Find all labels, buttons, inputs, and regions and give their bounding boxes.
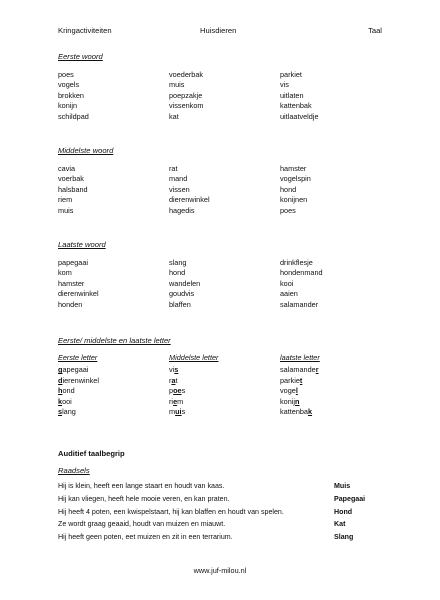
highlighted-letter: d: [58, 375, 63, 385]
word: hagedis: [169, 205, 195, 215]
word: dierenwinkel: [169, 195, 210, 205]
letter-word: kattenbak: [280, 406, 313, 416]
word: muis: [169, 80, 185, 90]
word: konijn: [58, 101, 78, 111]
letter-word: poes: [169, 386, 186, 396]
riddle-row: [58, 508, 378, 521]
word: poepzakje: [169, 90, 203, 100]
word: uitlaatveldje: [280, 111, 319, 121]
highlighted-letter: k: [308, 406, 313, 416]
riddle-answer: Slang: [334, 533, 354, 542]
word-grid-laatste: [58, 258, 388, 310]
letter-word: rat: [169, 375, 178, 385]
word: muis: [58, 205, 74, 215]
header-left: Kringactiviteiten: [58, 26, 112, 35]
riddle-answer: Kat: [334, 520, 346, 529]
table-row: [58, 80, 388, 90]
table-row: [58, 258, 388, 268]
riddle-row: [58, 482, 378, 495]
letter-word: riem: [169, 396, 184, 406]
table-row: [58, 91, 388, 101]
auditief-title: Auditief taalbegrip: [58, 449, 125, 458]
highlighted-letter: h: [58, 386, 63, 396]
column-header: laatste letter: [280, 353, 320, 362]
word: hamster: [58, 278, 85, 288]
riddle-row: [58, 495, 378, 508]
word: poes: [280, 205, 296, 215]
letter-row: [58, 386, 388, 396]
footer-url: www.juf-milou.nl: [193, 566, 247, 575]
word: hond: [169, 268, 186, 278]
riddle-answer: Papegaai: [334, 494, 366, 503]
letter-word: hond: [58, 386, 75, 396]
letter-word: salamander: [280, 365, 319, 375]
letter-word: konijn: [280, 396, 300, 406]
riddle-text: Hij is klein, heeft een lange staart en houdt van kaas.: [58, 482, 225, 490]
section-title-eerste-woord: Eerste woord: [58, 52, 103, 61]
word: parkiet: [280, 70, 302, 79]
riddle-text: Ze wordt graag geaaid, houdt van muizen en miauwt.: [58, 520, 226, 529]
highlighted-letter: oe: [173, 386, 182, 396]
word: kat: [169, 111, 179, 121]
word: poes: [58, 70, 74, 79]
column-header: Middelste letter: [169, 353, 219, 362]
table-row: [58, 279, 388, 289]
highlighted-letter: e: [173, 396, 178, 406]
highlighted-letter: k: [58, 396, 63, 406]
section-title-letters: Eerste/ middelste en laatste letter: [58, 336, 171, 345]
word: blaffen: [169, 299, 191, 309]
word: kattenbak: [280, 101, 312, 111]
word: hond: [280, 184, 297, 194]
riddle-text: Hij heeft geen poten, eet muizen en zit in een terrarium.: [58, 533, 233, 542]
table-row: [58, 112, 388, 122]
word: halsband: [58, 184, 88, 194]
word: riem: [58, 195, 73, 205]
letter-row: [58, 365, 388, 375]
word: mand: [169, 174, 188, 184]
riddle-text: Hij heeft 4 poten, een kwispelstaart, hij kan blaffen en houdt van spelen.: [58, 507, 284, 516]
table-row: [58, 206, 388, 216]
word: salamander: [280, 299, 319, 309]
word: vogelspin: [280, 174, 311, 184]
header-center: Huisdieren: [200, 26, 237, 35]
highlighted-letter: ui: [175, 406, 182, 416]
word: rat: [169, 164, 178, 173]
letter-grid: [58, 353, 388, 417]
letter-rows: [58, 365, 388, 417]
word: goudvis: [169, 289, 195, 299]
section-title-laatste-woord: Laatste woord: [58, 240, 106, 249]
highlighted-letter: n: [295, 396, 300, 406]
letter-word: vogel: [280, 386, 298, 396]
section-title-middelste-woord: Middelste woord: [58, 146, 114, 155]
letter-header-row: [58, 353, 388, 363]
word: vogels: [58, 80, 80, 90]
word: hamster: [280, 164, 307, 173]
letter-word: parkiet: [280, 375, 303, 385]
word: vissen: [169, 184, 190, 194]
letter-word: gapegaai: [58, 365, 89, 375]
letter-row: [58, 397, 388, 407]
word-grid-eerste: [58, 70, 388, 122]
table-row: [58, 101, 388, 111]
column-header: Eerste letter: [58, 353, 98, 362]
word: dierenwinkel: [58, 289, 99, 299]
highlighted-letter: s: [58, 406, 63, 416]
letter-word: muis: [169, 406, 186, 416]
word: wandelen: [169, 278, 201, 288]
letter-word: kooi: [58, 396, 72, 406]
header-right: Taal: [368, 26, 382, 35]
word: hondenmand: [280, 268, 323, 278]
word: cavia: [58, 164, 76, 173]
word: voederbak: [169, 70, 204, 79]
table-row: [58, 164, 388, 174]
word: drinkflesje: [280, 258, 313, 267]
table-row: [58, 195, 388, 205]
riddle-list: [58, 482, 378, 546]
highlighted-letter: l: [295, 386, 298, 396]
letter-word: vis: [169, 365, 179, 375]
table-row: [58, 289, 388, 299]
table-row: [58, 185, 388, 195]
word: aaien: [280, 289, 298, 299]
highlighted-letter: g: [58, 365, 63, 375]
page-header: [58, 26, 382, 38]
letter-word: dierenwinkel: [58, 375, 99, 385]
riddle-row: [58, 520, 378, 533]
word-grid-middelste: [58, 164, 388, 216]
word: honden: [58, 299, 83, 309]
word: brokken: [58, 90, 84, 100]
word: konijnen: [280, 195, 308, 205]
riddle-row: [58, 533, 378, 546]
word: schildpad: [58, 111, 89, 121]
word: kooi: [280, 278, 294, 288]
riddle-text: Hij kan vliegen, heeft hele mooie veren, en kan praten.: [58, 494, 230, 503]
highlighted-letter: r: [315, 365, 319, 375]
word: vis: [280, 80, 289, 90]
word: vissenkom: [169, 101, 204, 111]
word: papegaai: [58, 258, 89, 267]
table-row: [58, 70, 388, 80]
letter-word: slang: [58, 406, 76, 416]
word: kom: [58, 268, 72, 278]
letter-row: [58, 376, 388, 386]
table-row: [58, 268, 388, 278]
raadsels-subtitle: Raadsels: [58, 466, 90, 475]
highlighted-letter: t: [299, 375, 303, 385]
riddle-answer: Hond: [334, 507, 353, 516]
highlighted-letter: s: [174, 365, 179, 375]
word: slang: [169, 258, 187, 267]
table-row: [58, 174, 388, 184]
riddle-answer: Muis: [334, 482, 351, 490]
highlighted-letter: a: [171, 375, 176, 385]
letter-row: [58, 407, 388, 417]
word: voerbak: [58, 174, 84, 184]
table-row: [58, 300, 388, 310]
word: uitlaten: [280, 90, 304, 100]
